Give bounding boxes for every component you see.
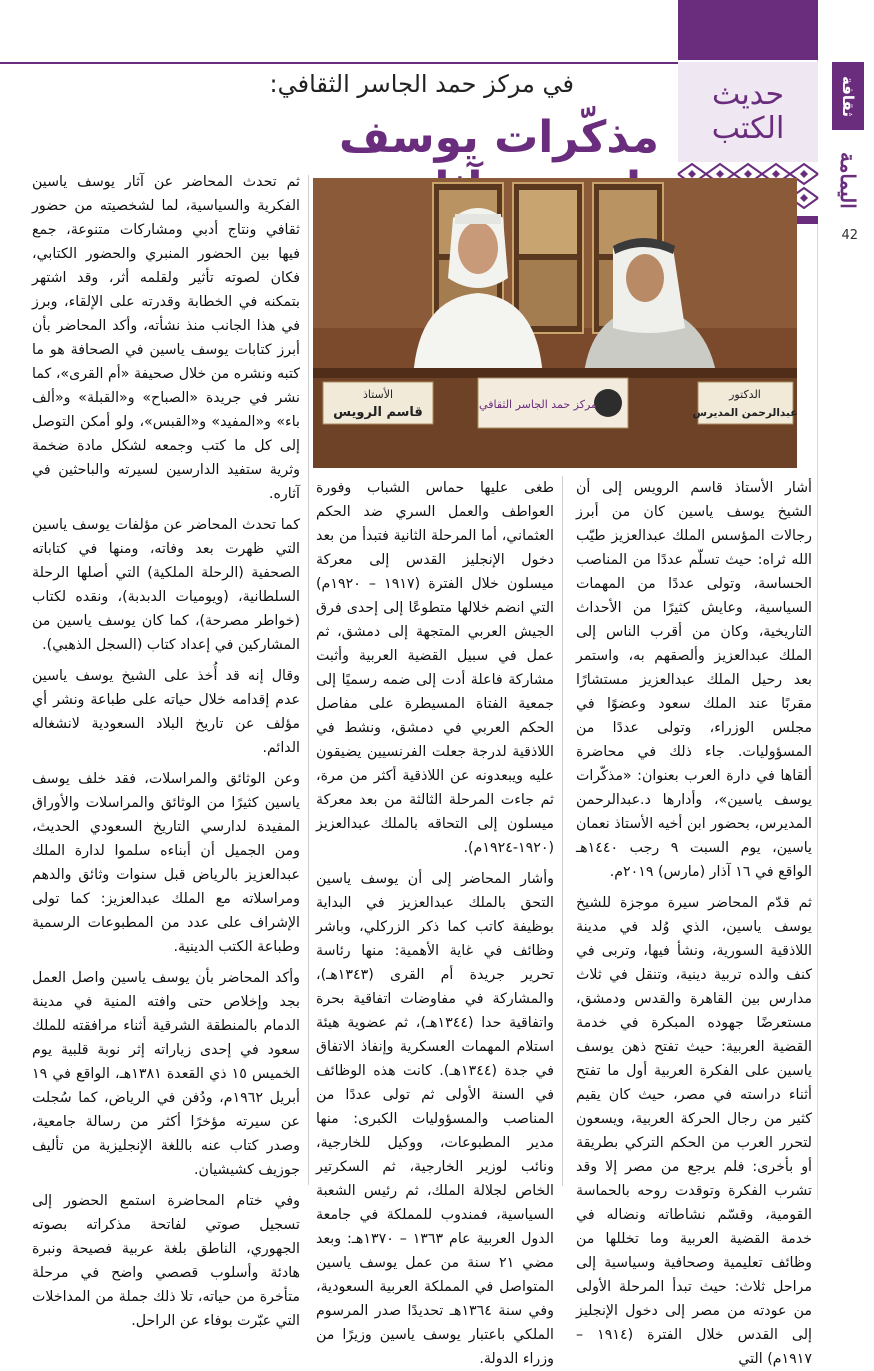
article-headline: مذكّرات يوسف	[338, 112, 659, 163]
page-number: 42	[841, 228, 858, 243]
paragraph: ثم قدّم المحاضر سيرة موجزة للشيخ يوسف ياسين، الذي وُلد في مدينة اللاذقية السورية، ونشأ فيها، وتربى في كنف والده تربية دينية، وتنقل في ثلاث مدارس بين القاهرة والقدس ودمشق، مستعرضًا جهوده المبكرة في خدمة القضية العربية: حيث تفتح ذهن يوسف ياسين على الفكرة العربية أول ما تفتح أثناء دراسته في مصر، حيث كان يقيم كثير من رجال الحركة العربية، ويسعون لتحرر العرب من الحكم التركي بطريقة أو بأخرى: فلم يرجع من مصر إلا وقد تشرب الفكرة وتوقدت روحه بالحماسة القومية، وقسّم نشاطاته ونضاله في خدمة القضية العربية وما تخللها من وظائف تعليمية وصحافية وسياسية إلى مراحل ثلاث: حيث تبدأ المرحلة الأولى من عودته من مصر إلى دخول الإنجليز إلى القدس خلال الفترة (١٩١٤ – ١٩١٧م) التي	[576, 895, 812, 1367]
paragraph: كما تحدث المحاضر عن مؤلفات يوسف ياسين التي ظهرت بعد وفاته، ومنها في كتاباته الصحفية (الرحلة الملكية) التي أصلها الرحلة السلطانية، (ويوميات الدبدبة)، ونقده لكتاب (خواطر مصرحة)، كما كان يوسف ياسين من المشاركين في إعداد كتاب (السجل الذهبي).	[32, 517, 300, 653]
paragraph: ثم تحدث المحاضر عن آثار يوسف ياسين الفكرية والسياسية، لما لشخصيته من حضور ثقافي ونتاج أدبي ومشاركات متنوعة، جمع فيها بين الحضور المنبري والحضور الكتابي، فكان لصوته تأثير ولقلمه أثر، وقد اشتهر بتمكنه في الخطابة وقدرته على الإلقاء، وبرز في هذا الجانب منذ نشأته، وأكد المحاضر بأن أبرز كتابات يوسف ياسين في الصحافة هو ما كتبه ونشره من خلال صحيفة «أم القرى»، كما نشر في جريدة «الصباح» و«القبلة» و«ألف باء» و«المفيد» و«القبس»، ولو أمكن التوصل إلى كل ما كتب وجمعه لشكل مادة ضخمة وثرية ستفيد الدارسين لسيرته والباحثين في آثاره.	[32, 174, 300, 502]
nameplate-left-line-2: قاسم الرويس	[333, 405, 423, 420]
paragraph: وعن الوثائق والمراسلات، فقد خلف يوسف ياسين كثيرًا من الوثائق والمراسلات والأوراق المفيدة لدارسي التاريخ السعودي الحديث، ومن الجميل أن أبناءه سلموا لدارة الملك عبدالعزيز بالرياض قبل سنوات وثائق والدهم ومراسلاته مع الملك عبدالعزيز: كما تولى الإشراف على عدد من المطبوعات الرسمية وطباعة الكتب الدينية.	[32, 771, 300, 955]
paragraph: وأكد المحاضر بأن يوسف ياسين واصل العمل بجد وإخلاص حتى وافته المنية في مدينة الدمام بالمنطقة الشرقية أثناء مرافقته للملك سعود في إحدى زياراته إثر نوبة قلبية يوم الخميس ١٥ ذي القعدة ١٣٨١هـ، الواقع في ١٩ أبريل ١٩٦٢م، ودُفن في الرياض، كما سُجلت عن سيرته مؤخرًا أكثر من رسالة جامعية، وصدر كتاب عنه باللغة الإنجليزية من تأليف جوزيف كشيشيان.	[32, 970, 300, 1178]
paragraph: وفي ختام المحاضرة استمع الحضور إلى تسجيل صوتي لفاتحة مذكراته بصوته الجهوري، الناطق بلغة عربية فصيحة ونبرة هادئة وأسلوب قصصي واضح في مرحلة متأخرة من حياته، تلا ذلك جملة من المداخلات التي عبّرت بوفاء عن الراحل.	[32, 1193, 300, 1329]
article-column-left	[32, 170, 300, 1329]
nameplate-center: مركز حمد الجاسر الثقافي	[479, 398, 597, 411]
photo-illustration	[313, 178, 797, 468]
nameplate-right-line-2: عبدالرحمن المديرس	[692, 407, 798, 419]
nameplate-left-line-1: الأستاذ	[362, 388, 394, 401]
article-column-right	[576, 476, 812, 1367]
column-divider	[562, 476, 563, 1186]
section-label-line-2: الكتب	[711, 111, 785, 146]
nameplate-right-line-1: الدكتور	[729, 388, 761, 401]
column-divider	[308, 175, 309, 1185]
article-photo	[313, 178, 797, 468]
section-label-box	[678, 62, 818, 162]
header-color-block	[678, 0, 818, 60]
article-kicker: في مركز حمد الجاسر الثقافي:	[269, 70, 574, 98]
magazine-logo: اليمامة	[836, 151, 860, 209]
paragraph: وأشار المحاضر إلى أن يوسف ياسين التحق بالملك عبدالعزيز في البداية بوظيفة كاتب كما ذكر الزركلي، وباشر وظائف في غاية الأهمية: منها رئاسة تحرير جريدة أم القرى (١٣٤٣هـ)، والمشاركة في مفاوضات اتفاقية بحرة واتفاقية حدا (١٣٤٤هـ)، ثم عضوية هيئة استلام المهمات العسكرية وإنفاذ الاتفاق في جدة (١٣٤٤هـ). كانت هذه الوظائف في السنة الأولى ثم تولى عددًا من المناصب والمسؤوليات الكبرى: منها مدير المطبوعات، ووكيل للخارجية، ونائب لوزير الخارجية، ثم السكرتير الخاص لجلالة الملك، ثم رئيس الشعبة السياسية، فمندوب للمملكة في جامعة الدول العربية عام ١٣٦٣ – ١٣٧٠هـ: وبعد مضي ٢١ سنة من عمل يوسف ياسين المتواصل في المملكة العربية السعودية، وفي سنة ١٣٦٤هـ تحديدًا صدر المرسوم الملكي باعتبار يوسف ياسين وزيرًا من وزراء الدولة.	[316, 871, 555, 1367]
section-label-line-1: حديث	[711, 76, 785, 112]
article-column-middle	[316, 476, 555, 1367]
paragraph: طغى عليها حماس الشباب وفورة العواطف والعمل السري ضد الحكم العثماني، أما المرحلة الثانية فتبدأ من بعد دخول الإنجليز القدس إلى معركة ميسلون خلال الفترة (١٩١٧ – ١٩٢٠م) التي انضم خلالها متطوعًا إلى إحدى فرق الجيش العربي المتجهة إلى دمشق، ثم عمل في سبيل القضية العربية وأثبت مشاركة فاعلة أدت إلى ضمه رسميًا إلى جمعية الفتاة المسيطرة على مفاصل الحكم العربي في دمشق، ونشط في اللاذقية لدرجة جعلت الفرنسيين يضيقون عليه ويبعدونه عن اللاذقية أكثر من مرة، ثم جاءت المرحلة الثالثة من بعد معركة ميسلون إلى التحاقه بالملك عبدالعزيز (١٩٢٠-١٩٢٤م).	[316, 480, 554, 856]
paragraph: أشار الأستاذ قاسم الرويس إلى أن الشيخ يوسف ياسين كان من أبرز رجالات المؤسس الملك عبدالعزيز طيّب الله ثراه: حيث تسلّم عددًا من المناصب الحساسة، وتولى عددًا من المهمات السياسية، وعايش كثيرًا من الأحداث التاريخية، وكان من أقرب الناس إلى الملك عبدالعزيز وألصقهم به، واستمر بعد رحيل الملك عبدالعزيز مستشارًا مقربًا عند الملك سعود وعضوًا في مجلس الوزراء، وتولى عددًا من المسؤوليات. جاء ذلك في محاضرة ألقاها في دارة العرب بعنوان: «مذكّرات يوسف ياسين»، وأدارها د.عبدالرحمن المديرس، بحضور ابن أخيه الأستاذ نعمان ياسين، يوم السبت ٩ رجب ١٤٤٠هـ الواقع في ١٦ آذار (مارس) ٢٠١٩م.	[576, 480, 812, 880]
paragraph: وقال إنه قد أُخذ على الشيخ يوسف ياسين عدم إقدامه خلال حياته على طباعة ونشر أي مؤلف عن تاريخ البلاد السعودية لانشغاله الدائم.	[32, 668, 300, 756]
section-tab: ثقافة	[832, 62, 864, 130]
